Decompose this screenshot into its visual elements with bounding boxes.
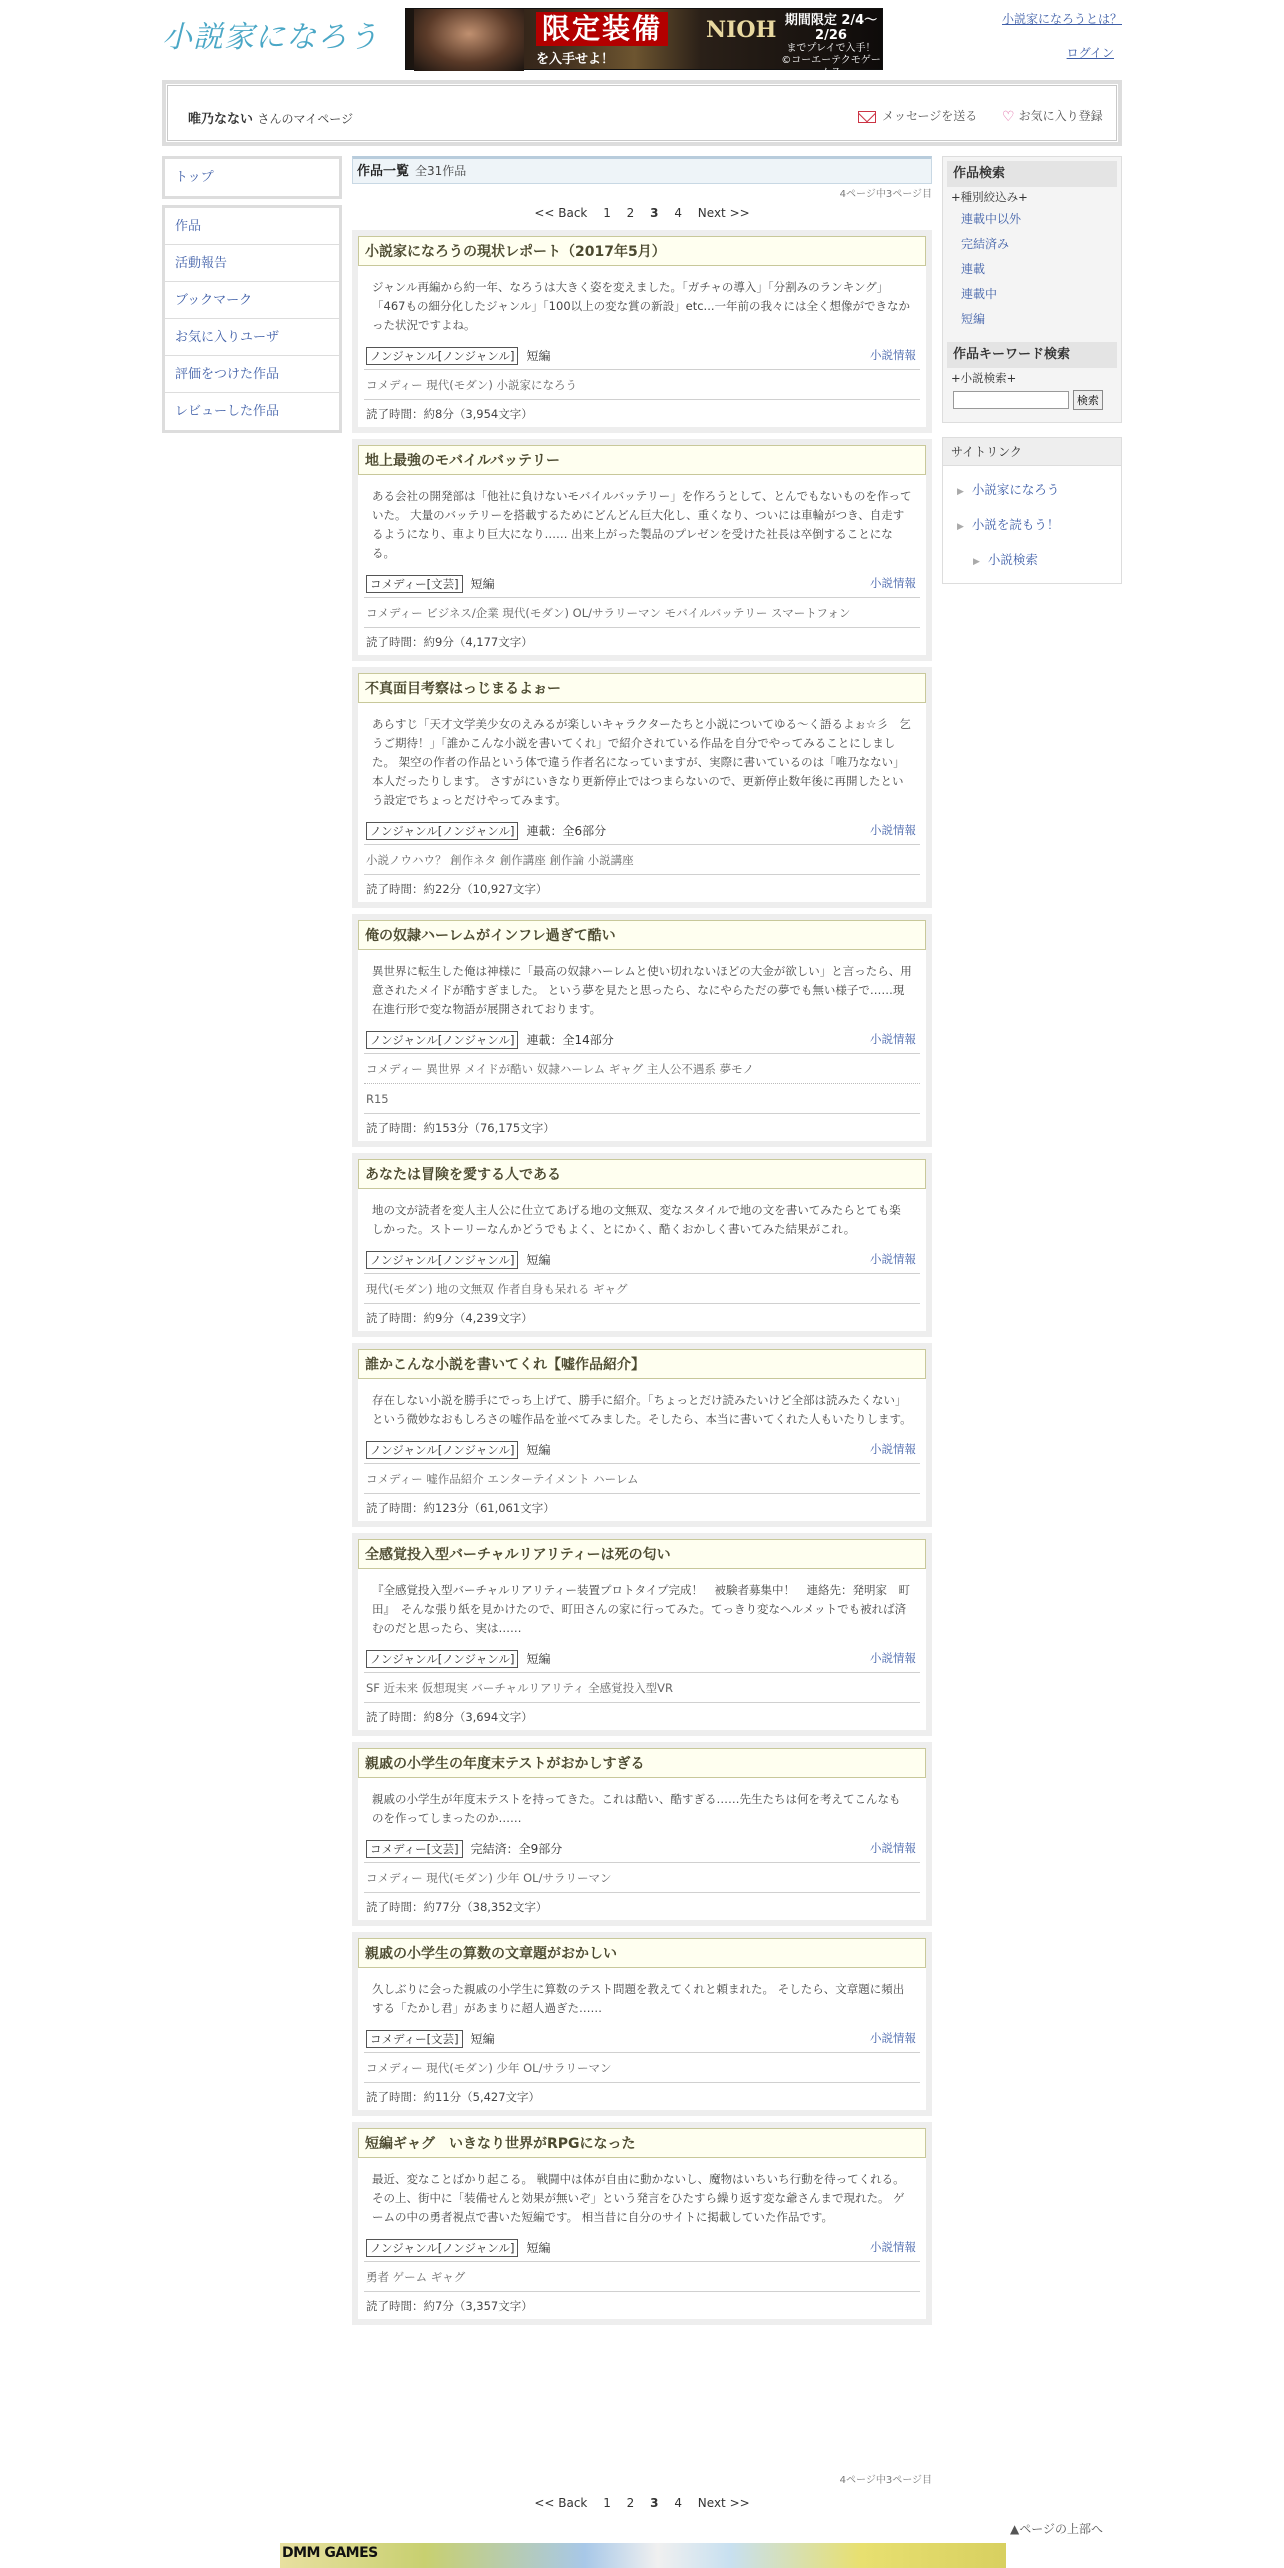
novel-genre: コメディー[文芸]	[366, 2030, 463, 2048]
novel-keywords: コメディー 異世界 メイドが酷い 奴隷ハーレム ギャグ 主人公不遇系 夢モノ	[364, 1053, 920, 1083]
right-sidebar	[942, 156, 1122, 584]
novel-body	[358, 1968, 926, 2110]
novel-rating: R15	[364, 1083, 920, 1113]
novel-genre: コメディー[文芸]	[366, 575, 463, 593]
left-navigation	[162, 156, 342, 439]
novel-meta-row	[364, 1245, 920, 1273]
novel-title[interactable]: 小説家になろうの現状レポート（2017年5月）	[358, 236, 926, 266]
novel-entry	[352, 2122, 932, 2325]
novel-info-link[interactable]: 小説情報	[870, 576, 916, 590]
works-list-title: 作品一覧	[357, 164, 410, 179]
keyword-search-title: 作品キーワード検索	[947, 342, 1117, 368]
novel-summary: 最近、変なことばかり起こる。 戦闘中は体が自由に動かないし、魔物はいちいち行動を待ってくれる。 その上、街中に「装備せんと効果が無いぞ」という発言をひたすら繰り返す変な爺さんまで現れた。 ゲームの中の勇者視点で書いた短編です。 相当昔に自分のサイトに掲載していた作品です。	[372, 2172, 905, 2224]
triangle-right-icon: ▶	[957, 487, 964, 497]
novel-kind: 連載：全14部分	[526, 1032, 614, 1047]
novel-meta-row	[364, 2024, 920, 2052]
novel-info-link[interactable]: 小説情報	[870, 2031, 916, 2045]
novel-reading-time: 読了時間：約77分（38,352文字）	[364, 1892, 920, 1920]
sitelink-search-label: 小説検索	[987, 552, 1038, 567]
filter-serializing[interactable]: 連載中	[961, 287, 998, 301]
filter-serial[interactable]: 連載	[961, 262, 986, 276]
novel-title[interactable]: あなたは冒険を愛する人である	[358, 1159, 926, 1189]
novel-meta-row	[364, 1644, 920, 1672]
novel-body	[358, 1379, 926, 1521]
novel-keywords: コメディー 現代(モダン) 小説家になろう	[364, 369, 920, 399]
keyword-search-input[interactable]	[953, 391, 1069, 409]
novel-meta-row	[364, 816, 920, 844]
novel-kind: 短編	[526, 1252, 551, 1267]
novel-meta-row	[364, 1435, 920, 1463]
novel-summary: ある会社の開発部は「他社に負けないモバイルバッテリー」を作ろうとして、とんでもないものを作っていた。 大量のバッテリーを搭載するためにどんどん巨大化し、重くなり、ついには車輪がつき、自走するようになり、車より巨大になり…… 出来上がった製品のプレゼンを受けた社長は卒倒することになる。	[372, 489, 912, 560]
envelope-icon	[858, 111, 876, 123]
novel-reading-time: 読了時間：約9分（4,177文字）	[364, 627, 920, 655]
nav-top[interactable]: トップ	[165, 159, 339, 196]
novel-body	[358, 266, 926, 427]
novel-info-link[interactable]: 小説情報	[870, 823, 916, 837]
triangle-right-icon: ▶	[973, 557, 980, 567]
site-header	[162, 0, 1122, 78]
nav-activity-report[interactable]: 活動報告	[165, 245, 339, 282]
novel-entry	[352, 914, 932, 1147]
sitelink-syosetu[interactable]	[943, 472, 1121, 507]
works-list-header	[352, 156, 932, 184]
novel-meta-row	[364, 2233, 920, 2261]
novel-title[interactable]: 誰かこんな小説を書いてくれ【嘘作品紹介】	[358, 1349, 926, 1379]
pager-page-1[interactable]: 1	[603, 206, 611, 220]
novel-reading-time: 読了時間：約8分（3,954文字）	[364, 399, 920, 427]
novel-reading-time: 読了時間：約123分（61,061文字）	[364, 1493, 920, 1521]
pager-current-page: 3	[650, 2496, 659, 2510]
novel-title[interactable]: 短編ギャグ いきなり世界がRPGになった	[358, 2128, 926, 2158]
novel-info-link[interactable]: 小説情報	[870, 348, 916, 362]
novel-keywords: コメディー 現代(モダン) 少年 OL/サラリーマン	[364, 2052, 920, 2082]
novel-reading-time: 読了時間：約8分（3,694文字）	[364, 1702, 920, 1730]
novel-genre: ノンジャンル[ノンジャンル]	[366, 822, 518, 840]
novel-info-link[interactable]: 小説情報	[870, 1032, 916, 1046]
banner-period-title: 期間限定 2/4～2/26	[784, 13, 878, 43]
novel-reading-time: 読了時間：約9分（4,239文字）	[364, 1303, 920, 1331]
novel-summary: 親戚の小学生が年度末テストを持ってきた。これは酷い、酷すぎる……先生たちは何を考えてこんなものを作ってしまったのか……	[372, 1792, 901, 1825]
nav-reviewed-works[interactable]: レビューした作品	[165, 393, 339, 430]
novel-summary: 『全感覚投入型バーチャルリアリティー装置プロトタイプ完成！ 被験者募集中！ 連絡先：発明家 町田』 そんな張り紙を見かけたので、町田さんの家に行ってみた。てっきり変なヘルメットでも被れば済むのだと思ったら、実は……	[372, 1583, 910, 1635]
page-info: 4ページ中3ページ目	[839, 189, 932, 200]
novel-title[interactable]: 地上最強のモバイルバッテリー	[358, 445, 926, 475]
novel-keywords: 現代(モダン) 地の文無双 作者自身も呆れる ギャグ	[364, 1273, 920, 1303]
user-suffix: さんのマイページ	[257, 112, 354, 126]
novel-keywords: コメディー 嘘作品紹介 エンターテイメント ハーレム	[364, 1463, 920, 1493]
pager-top	[352, 204, 932, 224]
bottom-pager-area	[352, 2470, 932, 2514]
novel-body	[358, 950, 926, 1141]
nav-favorite-users[interactable]: お気に入りユーザ	[165, 319, 339, 356]
keyword-search-sub: +小説検索+	[951, 371, 1017, 385]
works-count: 全31作品	[415, 164, 467, 178]
novel-info-link[interactable]: 小説情報	[870, 1442, 916, 1456]
send-message-button[interactable]	[858, 107, 977, 124]
novel-entry	[352, 439, 932, 661]
novel-genre: ノンジャンル[ノンジャンル]	[366, 1031, 518, 1049]
pager-page-4[interactable]: 4	[674, 206, 682, 220]
novel-title[interactable]: 親戚の小学生の年度末テストがおかしすぎる	[358, 1748, 926, 1778]
novel-kind: 完結済：全9部分	[470, 1841, 563, 1856]
filter-short[interactable]: 短編	[961, 312, 986, 326]
keyword-search-row	[947, 388, 1117, 418]
novel-info-link[interactable]: 小説情報	[870, 2240, 916, 2254]
novel-kind: 短編	[526, 1651, 551, 1666]
nav-rated-works[interactable]: 評価をつけた作品	[165, 356, 339, 393]
about-link[interactable]: 小説家になろうとは？	[1001, 12, 1122, 26]
novel-entry	[352, 230, 932, 433]
favorite-register-button[interactable]	[1002, 107, 1103, 125]
novel-entry	[352, 1153, 932, 1337]
novel-genre: ノンジャンル[ノンジャンル]	[366, 1441, 518, 1459]
novel-genre: ノンジャンル[ノンジャンル]	[366, 1650, 518, 1668]
novel-summary: ジャンル再編から約一年、なろうは大きく姿を変えました。「ガチャの導入」「分割みのランキング」「467もの細分化したジャンル」「100以上の変な賞の新設」etc...一年前の我々には全く想像ができなかった状況ですよね。	[372, 280, 911, 332]
novel-body	[358, 1778, 926, 1920]
novel-summary: 久しぶりに会った親戚の小学生に算数のテスト問題を教えてくれと頼まれた。 そしたら、文章題に頻出する「たかし君」があまりに超人過ぎた……	[372, 1982, 905, 2015]
novel-genre: コメディー[文芸]	[366, 1840, 463, 1858]
novel-kind: 短編	[526, 348, 551, 363]
nav-works[interactable]: 作品	[165, 208, 339, 245]
pager-back[interactable]: << Back	[534, 2496, 588, 2510]
novel-keywords: 勇者 ゲーム ギャグ	[364, 2261, 920, 2291]
novel-reading-time: 読了時間：約7分（3,357文字）	[364, 2291, 920, 2319]
footer-ad-banner[interactable]	[280, 2543, 1006, 2568]
novel-keywords: 小説ノウハウ？ 創作ネタ 創作講座 創作論 小説講座	[364, 844, 920, 874]
novel-genre: ノンジャンル[ノンジャンル]	[366, 347, 518, 365]
novel-info-link[interactable]: 小説情報	[870, 1252, 916, 1266]
user-title	[188, 108, 353, 127]
site-logo[interactable]: 小説家になろう	[162, 20, 379, 55]
novel-summary: 地の文が読者を変人主人公に仕立てあげる地の文無双、変なスタイルで地の文を書いてみたらとても楽しかった。ストーリーなんかどうでもよく、とにかく、酷くおかしく書いてみた結果がこれ。	[372, 1203, 901, 1236]
filter-not-serializing[interactable]: 連載中以外	[961, 212, 1022, 226]
novel-keywords: SF 近未来 仮想現実 バーチャルリアリティ 全感覚投入型VR	[364, 1672, 920, 1702]
page-top-link[interactable]: ▲ページの上部へ	[1010, 2522, 1103, 2536]
novel-entry	[352, 1932, 932, 2116]
novel-info-link[interactable]: 小説情報	[870, 1841, 916, 1855]
footer-banner-text: DMM GAMES	[282, 2545, 378, 2561]
novel-body	[358, 475, 926, 655]
pager-next[interactable]: Next >>	[697, 206, 750, 220]
novel-entry	[352, 667, 932, 908]
novel-meta-row	[364, 569, 920, 597]
pager-page-4[interactable]: 4	[674, 2496, 682, 2510]
novel-body	[358, 1189, 926, 1331]
novel-kind: 短編	[526, 2240, 551, 2255]
sitelink-yomou[interactable]	[943, 507, 1121, 542]
novel-title[interactable]: 親戚の小学生の算数の文章題がおかしい	[358, 1938, 926, 1968]
novel-reading-time: 読了時間：約153分（76,175文字）	[364, 1113, 920, 1141]
nav-menu-box	[162, 205, 342, 433]
novel-genre: ノンジャンル[ノンジャンル]	[366, 1251, 518, 1269]
novel-title[interactable]: 俺の奴隷ハーレムがインフレ過ぎて酷い	[358, 920, 926, 950]
keyword-search-button[interactable]: 検索	[1073, 390, 1103, 410]
user-bar	[162, 80, 1122, 146]
pager-back[interactable]: << Back	[534, 206, 588, 220]
nav-bookmarks[interactable]: ブックマーク	[165, 282, 339, 319]
ad-banner[interactable]	[405, 8, 883, 78]
novel-container	[352, 230, 932, 2325]
work-search-box	[942, 156, 1122, 423]
triangle-right-icon: ▶	[957, 522, 964, 532]
login-link[interactable]: ログイン	[1066, 46, 1114, 60]
novel-info-link[interactable]: 小説情報	[870, 1651, 916, 1665]
novel-entry	[352, 1742, 932, 1926]
novel-reading-time: 読了時間：約22分（10,927文字）	[364, 874, 920, 902]
novel-kind: 短編	[526, 1442, 551, 1457]
works-list	[352, 156, 932, 2331]
pager-current-page: 3	[650, 206, 659, 220]
nav-top-box	[162, 156, 342, 199]
novel-reading-time: 読了時間：約11分（5,427文字）	[364, 2082, 920, 2110]
filter-label: +種別絞込み+	[951, 190, 1028, 204]
banner-character-image	[414, 9, 524, 71]
send-message-label: メッセージを送る	[882, 109, 978, 123]
sitelink-search[interactable]	[943, 542, 1121, 577]
novel-keywords: コメディー 現代(モダン) 少年 OL/サラリーマン	[364, 1862, 920, 1892]
favorite-register-label: お気に入り登録	[1018, 109, 1103, 123]
heart-icon: ♡	[1002, 108, 1015, 125]
novel-keywords: コメディー ビジネス/企業 現代(モダン) OL/サラリーマン モバイルバッテリー スマートフォン	[364, 597, 920, 627]
novel-summary: 存在しない小説を勝手にでっち上げて、勝手に紹介。「ちょっとだけ読みたいけど全部は読みたくない」という微妙なおもしろさの嘘作品を並べてみました。そしたら、本当に書いてくれた人もいたりします。	[372, 1393, 912, 1426]
work-search-title: 作品検索	[947, 161, 1117, 187]
banner-game-title: NIOH	[706, 17, 777, 43]
user-bar-inner	[167, 85, 1117, 141]
pager-bottom	[352, 2494, 932, 2514]
user-name[interactable]: 唯乃なない	[188, 112, 254, 127]
novel-entry	[352, 1533, 932, 1736]
novel-genre: ノンジャンル[ノンジャンル]	[366, 2239, 518, 2257]
banner-sub-text: を入手せよ！	[536, 52, 615, 67]
novel-body	[358, 2158, 926, 2319]
novel-meta-row	[364, 1834, 920, 1862]
novel-summary: あらすじ「天才文学美少女のえみるが楽しいキャラクターたちと小説についてゆる～く語るよぉ☆彡 乞うご期待！」「誰かこんな小説を書いてくれ」で紹介されている作品を自分でやってみることにしました。 架空の作者の作品という体で違う作者名になっていますが、実際に書いているのは「唯乃なない」本人だったりします。 さすがにいきなり更新停止ではつまらないので、更新停止数年後に再開したという設定でちょっとだけやってみます。	[372, 717, 911, 807]
novel-kind: 短編	[470, 2031, 495, 2046]
novel-kind: 短編	[470, 576, 495, 591]
pager-page-2[interactable]: 2	[626, 2496, 635, 2510]
pager-next[interactable]: Next >>	[697, 2496, 750, 2510]
novel-title[interactable]: 全感覚投入型バーチャルリアリティーは死の匂い	[358, 1539, 926, 1569]
banner-main-text: 限定装備	[536, 12, 668, 46]
filter-completed[interactable]: 完結済み	[961, 237, 1010, 251]
novel-meta-row	[364, 1025, 920, 1053]
novel-body	[358, 703, 926, 902]
novel-title[interactable]: 不真面目考察はっじまるよぉー	[358, 673, 926, 703]
novel-summary: 異世界に転生した俺は神様に「最高の奴隷ハーレムと使い切れないほどの大金が欲しい」と言ったら、用意されたメイドが酷すぎました。 という夢を見たと思ったら、なにやらただの夢でも無い様子で……現在進行形で変な物語が展開されております。	[372, 964, 912, 1016]
novel-meta-row	[364, 341, 920, 369]
page-info-bottom: 4ページ中3ページ目	[839, 2475, 932, 2486]
novel-kind: 連載：全6部分	[526, 823, 607, 838]
novel-entry	[352, 1343, 932, 1527]
sitelink-yomou-label: 小説を読もう！	[971, 517, 1060, 532]
site-links-box	[942, 437, 1122, 584]
banner-period-note: までプレイで入手！ ©コーエーテクモゲームス	[781, 43, 881, 78]
pager-page-2[interactable]: 2	[626, 206, 635, 220]
novel-body	[358, 1569, 926, 1730]
pager-page-1[interactable]: 1	[603, 2496, 611, 2510]
site-links-title: サイトリンク	[943, 438, 1121, 466]
sitelink-syosetu-label: 小説家になろう	[971, 482, 1060, 497]
